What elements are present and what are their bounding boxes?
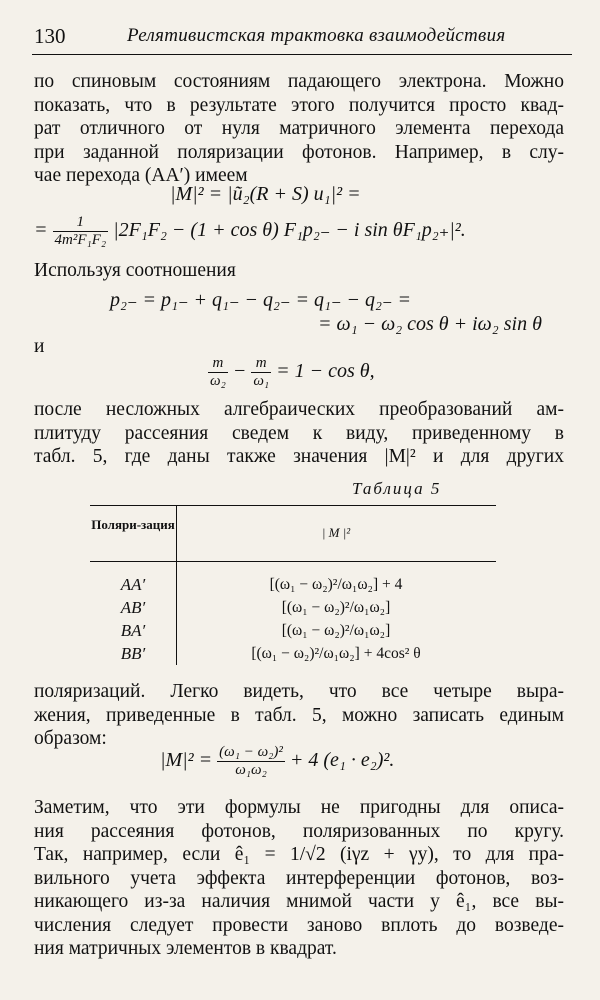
equation-2-line-1: p₂₋ = p₁₋ + q₁₋ − q₂₋ = q₁₋ − q₂₋ =: [110, 289, 412, 311]
table-cell-polarization: AA′: [120, 575, 146, 594]
text-and: и: [34, 336, 45, 357]
table-5: [90, 505, 496, 670]
text-line: табл. 5, где даны также значения |M|² и для других: [34, 446, 564, 467]
paragraph-3: [34, 680, 564, 751]
text-line: после несложных алгебраических преобразований ам-: [34, 399, 564, 420]
table-cell-value: [(ω₁ − ω₂)²/ω₁ω₂] + 4cos² θ: [251, 645, 421, 662]
text-line: рат отличного от нуля матричного элемента перехода: [34, 118, 564, 139]
fraction-numerator: (ω₁ − ω₂)²: [219, 744, 283, 760]
fraction: [217, 744, 285, 779]
text-using-relations: Используя соотношения: [34, 260, 236, 281]
page-header: [32, 24, 572, 55]
paragraph-2: [34, 398, 564, 469]
fraction: [208, 355, 228, 390]
running-title: Релятивистская трактовка взаимодействия: [127, 25, 506, 46]
equation-3: [208, 355, 375, 390]
text-line: поляризаций. Легко видеть, что все четыре выра-: [34, 681, 564, 702]
paragraph-1: [34, 70, 564, 188]
equation-term: |2F₁F₂ − (1 + cos θ) F₁p₂₋ − i sin θF₁p₂₊|².: [113, 219, 466, 242]
text-line: Заметим, что эти формулы не пригодны для описа-: [34, 797, 564, 818]
text-line: вильного учета эффекта интерференции фотонов, воз-: [34, 867, 564, 889]
equation-term: |M|² =: [160, 749, 213, 772]
table-cell-value: [(ω₁ − ω₂)²/ω₁ω₂] + 4: [269, 576, 403, 593]
text-line: чае перехода (AA′) имеем: [34, 165, 248, 186]
page-number: 130: [34, 24, 66, 48]
text-line: образом:: [34, 728, 107, 749]
fraction-denominator: ω₂: [210, 373, 226, 389]
equation-1-line-2: [34, 214, 466, 249]
table-cell-value: [(ω₁ − ω₂)²/ω₁ω₂]: [281, 622, 391, 639]
fraction-numerator: m: [251, 355, 271, 373]
text-line: Так, например, если ê₁ = 1/√2 (iγz + γy), то для пра-: [34, 844, 564, 865]
text-line: ния матричных элементов в квадрат.: [34, 938, 337, 959]
table-cell-polarization: BA′: [120, 621, 146, 640]
fraction-denominator: ω₁ω₂: [235, 762, 267, 778]
equation-2-line-2: = ω₁ − ω₂ cos θ + iω₂ sin θ: [318, 313, 542, 335]
text-line: никающего из-за наличия мнимой части у ê₁, все вы-: [34, 891, 564, 912]
fraction: [251, 355, 271, 390]
text-line: плитуду рассеяния сведем к виду, приведенному в: [34, 422, 564, 444]
text-line: жения, приведенные в табл. 5, можно записать единым: [34, 704, 564, 726]
paragraph-4: [34, 796, 564, 961]
text-line: показать, что в результате этого получится просто квад-: [34, 94, 564, 116]
minus-sign: −: [232, 360, 247, 383]
equation-4: [160, 744, 394, 779]
fraction-numerator: 1: [53, 214, 109, 232]
text-line: при заданной поляризации фотонов. Например, в слу-: [34, 141, 564, 163]
fraction-numerator: m: [208, 355, 228, 373]
equation-term: = 1 − cos θ,: [276, 360, 375, 383]
text-line: числения следует провести заново вплоть до возведе-: [34, 914, 564, 936]
table-top-rule: [90, 505, 496, 506]
text-line: по спиновым состояниям падающего электрона. Можно: [34, 71, 564, 92]
table-header-rule: [90, 561, 496, 562]
equals-sign: =: [34, 219, 48, 242]
table-cell-value: [(ω₁ − ω₂)²/ω₁ω₂]: [281, 599, 391, 616]
text-line: ния рассеяния фотонов, поляризованных по кругу.: [34, 820, 564, 842]
fraction-denominator: ω₁: [253, 373, 270, 389]
equation-1-line-1: |M|² = |ũ₂(R + S) u₁|² =: [170, 183, 361, 205]
fraction-denominator: 4m²F₁F₂: [54, 232, 107, 248]
table-header-matrix-element: | M |²: [321, 525, 351, 540]
table-cell-polarization: AB′: [120, 598, 146, 617]
fraction: [53, 214, 109, 249]
table-caption: Таблица 5: [352, 479, 442, 498]
table-header-polarization: Поляри-зация: [91, 517, 175, 532]
table-cell-polarization: BB′: [120, 644, 146, 663]
equation-term: + 4 (e₁ · e₂)².: [289, 749, 395, 772]
